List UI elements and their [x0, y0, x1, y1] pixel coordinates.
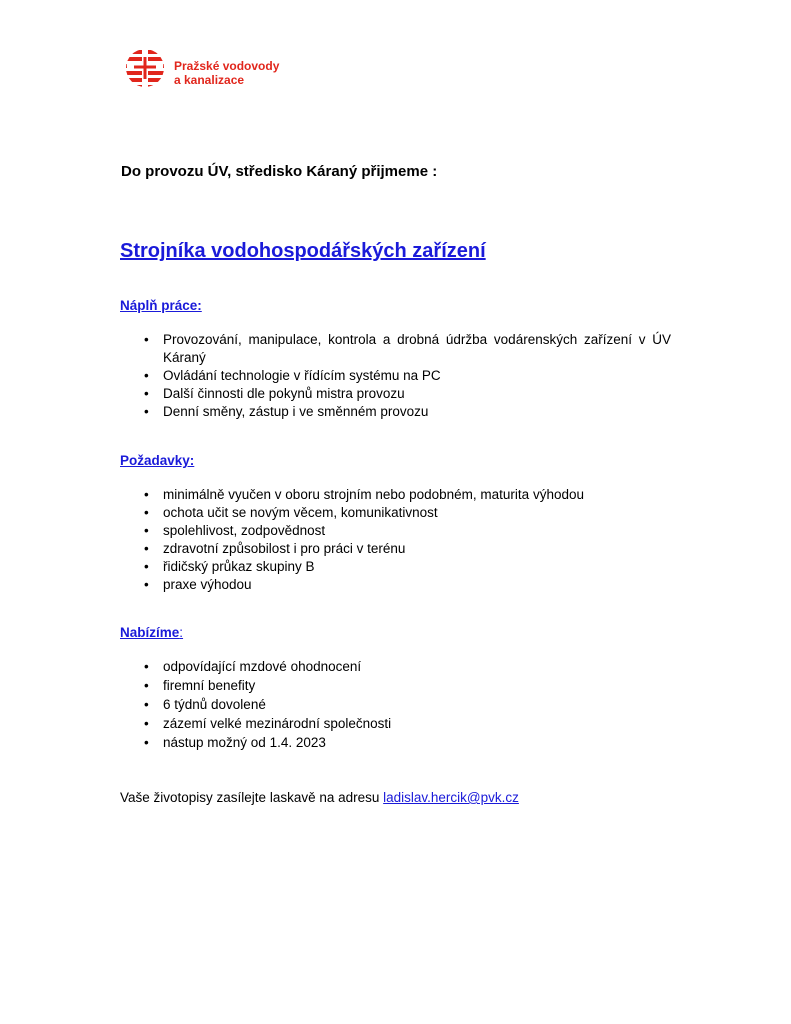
logo-line-1: Pražské vodovody — [174, 59, 280, 73]
bullet-icon: • — [144, 735, 149, 750]
list-napln — [120, 331, 671, 421]
bullet-icon: • — [144, 659, 149, 674]
list-item-text: spolehlivost, zodpovědnost — [163, 523, 326, 538]
list-item — [120, 558, 584, 576]
list-item — [120, 522, 584, 540]
list-item — [120, 540, 584, 558]
list-item-text: zázemí velké mezinárodní společnosti — [163, 716, 392, 731]
bullet-icon: • — [144, 386, 149, 401]
list-item-text: Další činnosti dle pokynů mistra provozu — [163, 386, 405, 401]
section-heading-nabizime — [120, 625, 183, 641]
logo-line-2: a kanalizace — [174, 73, 245, 87]
list-item — [120, 715, 391, 733]
list-item-text: 6 týdnů dovolené — [163, 697, 266, 712]
logo-wordmark — [174, 59, 279, 87]
list-item — [120, 504, 584, 522]
list-item-text: zdravotní způsobilost i pro práci v terénu — [163, 541, 406, 556]
list-pozadavky — [120, 486, 584, 594]
list-item — [120, 403, 671, 421]
list-item — [120, 385, 671, 403]
list-item-text: praxe výhodou — [163, 577, 252, 592]
list-item — [120, 367, 671, 385]
list-item-text: Ovládání technologie v řídícím systému na PC — [163, 368, 441, 383]
list-item-text: nástup možný od 1.4. 2023 — [163, 735, 326, 750]
list-item — [120, 696, 391, 714]
list-item-text: Denní směny, zástup i ve směnném provozu — [163, 404, 429, 419]
list-nabizime — [120, 658, 391, 752]
bullet-icon: • — [144, 487, 149, 502]
section-heading-napln: Náplň práce: — [120, 298, 202, 313]
bullet-icon: • — [144, 332, 149, 347]
section-heading-nabizime-colon: : — [179, 625, 184, 640]
bullet-icon: • — [144, 404, 149, 419]
list-item — [120, 576, 584, 594]
list-item-text: firemní benefity — [163, 678, 256, 693]
application-instructions — [120, 789, 519, 807]
section-heading-nabizime-label: Nabízíme — [120, 625, 180, 640]
pvk-logo-icon — [124, 47, 166, 89]
bullet-icon: • — [144, 559, 149, 574]
list-item — [120, 486, 584, 504]
contact-email-link[interactable]: ladislav.hercik@pvk.cz — [383, 790, 519, 805]
list-item-text: Provozování, manipulace, kontrola a drobná údržba vodárenských zařízení v ÚV Káraný — [163, 332, 671, 365]
list-item — [120, 331, 671, 367]
list-item-text: ochota učit se novým věcem, komunikativnost — [163, 505, 438, 520]
list-item — [120, 677, 391, 695]
bullet-icon: • — [144, 577, 149, 592]
list-item-text: odpovídající mzdové ohodnocení — [163, 659, 362, 674]
list-item — [120, 734, 391, 752]
bullet-icon: • — [144, 678, 149, 693]
intro-heading: Do provozu ÚV, středisko Káraný přijmeme : — [121, 163, 438, 180]
bullet-icon: • — [144, 541, 149, 556]
bullet-icon: • — [144, 368, 149, 383]
bullet-icon: • — [144, 697, 149, 712]
list-item-text: řidičský průkaz skupiny B — [163, 559, 315, 574]
company-logo — [124, 47, 324, 93]
bullet-icon: • — [144, 505, 149, 520]
list-item — [120, 658, 391, 676]
bullet-icon: • — [144, 523, 149, 538]
application-text: Vaše životopisy zasílejte laskavě na adresu — [120, 790, 384, 805]
job-title: Strojníka vodohospodářských zařízení — [120, 240, 486, 262]
section-heading-pozadavky: Požadavky: — [120, 453, 195, 468]
bullet-icon: • — [144, 716, 149, 731]
list-item-text: minimálně vyučen v oboru strojním nebo podobném, maturita výhodou — [163, 487, 584, 502]
